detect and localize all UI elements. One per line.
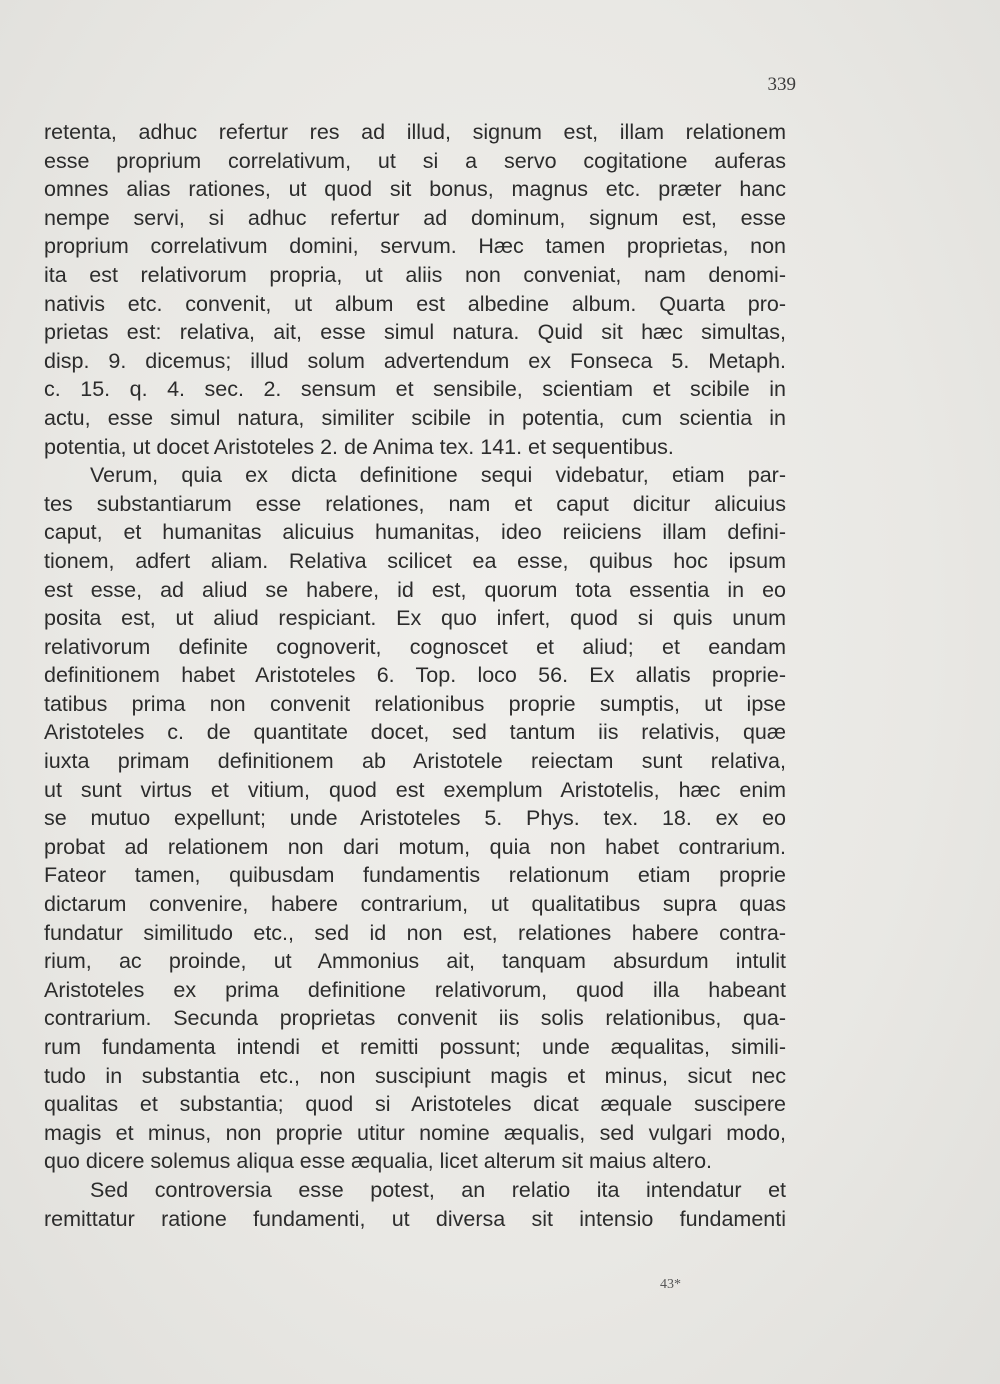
text-line: tatibus prima non convenit relationibus proprie sumptis, ut ipse	[44, 691, 786, 716]
paragraph-start-line: Verum, quia ex dicta definitione sequi videbatur, etiam par-	[90, 463, 786, 488]
text-line: disp. 9. dicemus; illud solum advertendum ex Fonseca 5. Metaph.	[44, 348, 786, 373]
text-line: tudo in substantia etc., non suscipiunt magis et minus, sicut nec	[44, 1063, 786, 1088]
text-line: relativorum definite cognoverit, cognoscet et aliud; et eandam	[44, 634, 786, 659]
text-line: retenta, adhuc refertur res ad illud, signum est, illam relationem	[44, 120, 786, 144]
text-line: ut sunt virtus et vitium, quod est exemplum Aristotelis, hæc enim	[44, 777, 786, 802]
text-line: tionem, adfert aliam. Relativa scilicet ea esse, quibus hoc ipsum	[44, 548, 786, 573]
text-line: definitionem habet Aristoteles 6. Top. loco 56. Ex allatis proprie-	[44, 663, 786, 688]
text-line: probat ad relationem non dari motum, quia non habet contrarium.	[44, 834, 786, 859]
text-line: contrarium. Secunda proprietas convenit iis solis relationibus, qua-	[44, 1006, 786, 1031]
text-line: Aristoteles c. de quantitate docet, sed tantum iis relativis, quæ	[44, 720, 786, 745]
text-line: iuxta primam definitionem ab Aristotele reiectam sunt relativa,	[44, 749, 786, 774]
text-line: Aristoteles ex prima definitione relativorum, quod illa habeant	[44, 977, 786, 1002]
text-line: posita est, ut aliud respiciant. Ex quo infert, quod si quis unum	[44, 606, 786, 631]
text-line: tes substantiarum esse relationes, nam et caput dicitur alicuius	[44, 491, 786, 516]
text-line: proprium correlativum domini, servum. Hæc tamen proprietas, non	[44, 234, 786, 259]
text-line: prietas est: relativa, ait, esse simul natura. Quid sit hæc simultas,	[44, 320, 786, 345]
page-number: 339	[767, 74, 796, 95]
signature-mark: 43*	[660, 1277, 681, 1292]
text-line: ita est relativorum propria, ut aliis non conveniat, nam denomi-	[44, 262, 786, 287]
text-line: caput, et humanitas alicuius humanitas, ideo reiiciens illam defini-	[44, 520, 786, 545]
body-text	[44, 118, 786, 1233]
text-line: dictarum convenire, habere contrarium, ut qualitatibus supra quas	[44, 892, 786, 917]
text-line: c. 15. q. 4. sec. 2. sensum et sensibile, scientiam et scibile in	[44, 377, 786, 402]
text-line: qualitas et substantia; quod si Aristoteles dicat æquale suscipere	[44, 1092, 786, 1117]
text-line: omnes alias rationes, ut quod sit bonus, magnus etc. præter hanc	[44, 177, 786, 202]
text-line: nativis etc. convenit, ut album est albedine album. Quarta pro-	[44, 291, 786, 316]
text-line: fundatur similitudo etc., sed id non est, relationes habere contra-	[44, 920, 786, 945]
text-line: magis et minus, non proprie utitur nomine æqualis, sed vulgari modo,	[44, 1120, 786, 1145]
text-line: actu, esse simul natura, similiter scibile in potentia, cum scientia in	[44, 405, 786, 430]
text-line: Fateor tamen, quibusdam fundamentis relationum etiam proprie	[44, 863, 786, 888]
text-line: se mutuo expellunt; unde Aristoteles 5. Phys. tex. 18. ex eo	[44, 806, 786, 831]
text-line: quo dicere solemus aliqua esse æqualia, licet alterum sit maius altero.	[44, 1149, 713, 1174]
text-line: rium, ac proinde, ut Ammonius ait, tanquam absurdum intulit	[44, 949, 786, 974]
text-line: remittatur ratione fundamenti, ut diversa sit intensio fundamenti	[44, 1206, 786, 1231]
text-line: esse proprium correlativum, ut si a servo cogitatione auferas	[44, 148, 786, 173]
paragraph-start-line: Sed controversia esse potest, an relatio ita intendatur et	[90, 1177, 786, 1202]
text-line: rum fundamenta intendi et remitti possunt; unde æqualitas, simili-	[44, 1035, 786, 1059]
text-line: nempe servi, si adhuc refertur ad dominum, signum est, esse	[44, 205, 786, 230]
text-line: est esse, ad aliud se habere, id est, quorum tota essentia in eo	[44, 577, 786, 602]
text-line: potentia, ut docet Aristoteles 2. de Anima tex. 141. et sequentibus.	[44, 434, 674, 459]
